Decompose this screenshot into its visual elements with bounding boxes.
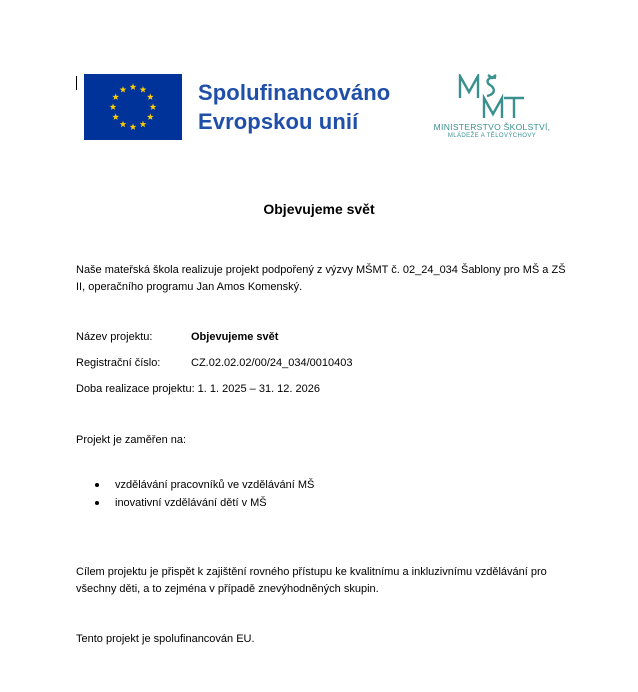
text-cursor [76,76,77,90]
msmt-logo-mark [458,74,528,120]
list-item: inovativní vzdělávání dětí v MŠ [95,494,314,512]
project-name-value: Objevujeme svět [191,331,279,343]
goal-paragraph: Cílem projektu je přispět k zajištění rovného přístupu ke kvalitnímu a inkluzivnímu vzdělávání pro všechny děti, a to zejména v případě znevýhodněných skupin. [76,566,547,595]
registration-label: Registrační číslo: [76,357,161,369]
registration-value: CZ.02.02.02/00/24_034/0010403 [191,357,353,369]
intro-paragraph: Naše mateřská škola realizuje projekt podpořený z výzvy MŠMT č. 02_24_034 Šablony pro MŠ a ZŠ II, operačního programu Jan Amos Komenský. [76,264,566,293]
eu-logo-line2: Evropskou unií [198,109,359,134]
duration-line: Doba realizace projektu: 1. 1. 2025 – 31. 12. 2026 [76,383,321,395]
msmt-logo-line2: MLÁDEŽE A TĚLOVÝCHOVY [447,133,537,139]
msmt-logo-line1: MINISTERSTVO ŠKOLSTVÍ, [433,122,551,132]
document-title: Objevujeme svět [263,201,375,217]
list-item: vzdělávání pracovníků ve vzdělávání MŠ [95,476,314,494]
eu-logo-line1: Spolufinancováno [198,80,391,105]
footer-note: Tento projekt je spolufinancován EU. [76,633,255,645]
focus-list [95,476,314,512]
eu-flag-logo [84,74,182,140]
project-name-label: Název projektu: [76,331,153,343]
focus-heading: Projekt je zaměřen na: [76,434,187,446]
eu-cofinanced-logo-text [198,78,390,136]
